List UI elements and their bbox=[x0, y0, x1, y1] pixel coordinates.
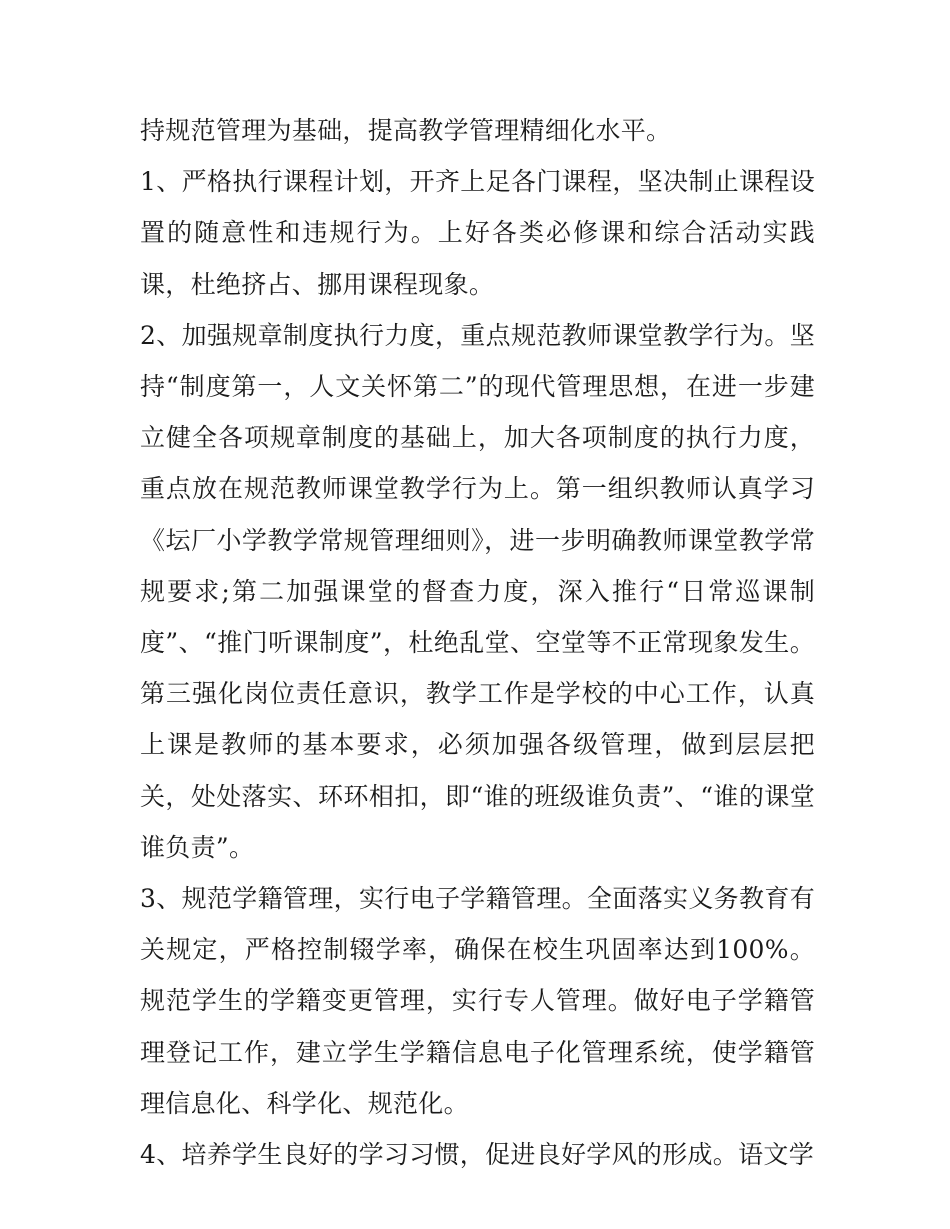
document-body bbox=[140, 105, 815, 1180]
paragraph-item-4: 4、培养学生良好的学习习惯，促进良好学风的形成。语文学 bbox=[140, 1140, 815, 1170]
paragraph-item-1: 1、严格执行课程计划，开齐上足各门课程，坚决制止课程设置的随意性和违规行为。上好各类必修课和综合活动实践课，杜绝挤占、挪用课程现象。 bbox=[140, 167, 815, 299]
paragraph-continuation: 持规范管理为基础，提高教学管理精细化水平。 bbox=[140, 116, 672, 145]
paragraph-item-3: 3、规范学籍管理，实行电子学籍管理。全面落实义务教育有关规定，严格控制辍学率，确保在校生巩固率达到100%。规范学生的学籍变更管理，实行专人管理。做好电子学籍管理登记工作，建立学生学籍信息电子化管理系统，使学籍管理信息化、科学化、规范化。 bbox=[140, 884, 815, 1118]
paragraph-item-2: 2、加强规章制度执行力度，重点规范教师课堂教学行为。坚持“制度第一，人文关怀第二”的现代管理思想，在进一步建立健全各项规章制度的基础上，加大各项制度的执行力度，重点放在规范教师课堂教学行为上。第一组织教师认真学习《坛厂小学教学常规管理细则》，进一步明确教师课堂教学常规要求;第二加强课堂的督查力度，深入推行“日常巡课制度”、“推门听课制度”，杜绝乱堂、空堂等不正常现象发生。第三强化岗位责任意识，教学工作是学校的中心工作，认真上课是教师的基本要求，必须加强各级管理，做到层层把关，处处落实、环环相扣，即“谁的班级谁负责”、“谁的课堂谁负责”。 bbox=[140, 320, 815, 862]
